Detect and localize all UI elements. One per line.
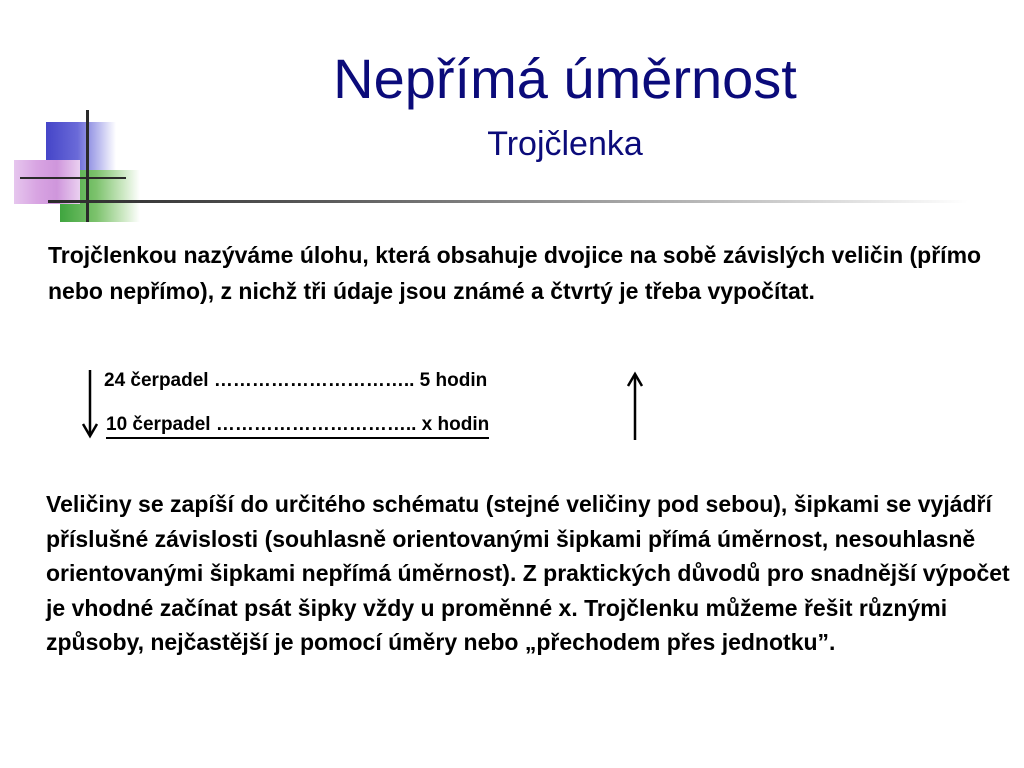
explanation-paragraph: Veličiny se zapíší do určitého schématu (stejné veličiny pod sebou), šipkami se vyjádří příslušné závislosti (souhlasně orientovanými šipkami přímá úměrnost, nesouhlasně orientovanými šipkami nepřímá úměrnost). Z praktických důvodů pro snadnější výpočet je vhodné začínat psát šipky vždy u proměnné x. Trojčlenku můžeme řešit různými způsoby, nejčastější je pomocí úměry nebo „přechodem přes jednotku”. (46, 491, 1010, 655)
decor-vertical-line (86, 110, 89, 222)
scheme-row-1: 24 čerpadel ………………………….. 5 hodin (104, 370, 488, 391)
definition-paragraph: Trojčlenkou nazýváme úlohu, která obsahuje dvojice na sobě závislých veličin (přímo nebo nepřímo), z nichž tři údaje jsou známé a čtvrtý je třeba vypočítat. (48, 242, 982, 304)
up-arrow-icon (625, 370, 645, 442)
title-divider-line (48, 200, 968, 203)
scheme-row-2: 10 čerpadel ………………………….. x hodin (106, 414, 489, 439)
slide-title: Nepřímá úměrnost (333, 47, 797, 110)
decor-pink-square (14, 160, 80, 204)
down-arrow-icon (80, 368, 100, 440)
slide-subtitle: Trojčlenka (487, 125, 643, 163)
decor-short-line (20, 177, 126, 179)
